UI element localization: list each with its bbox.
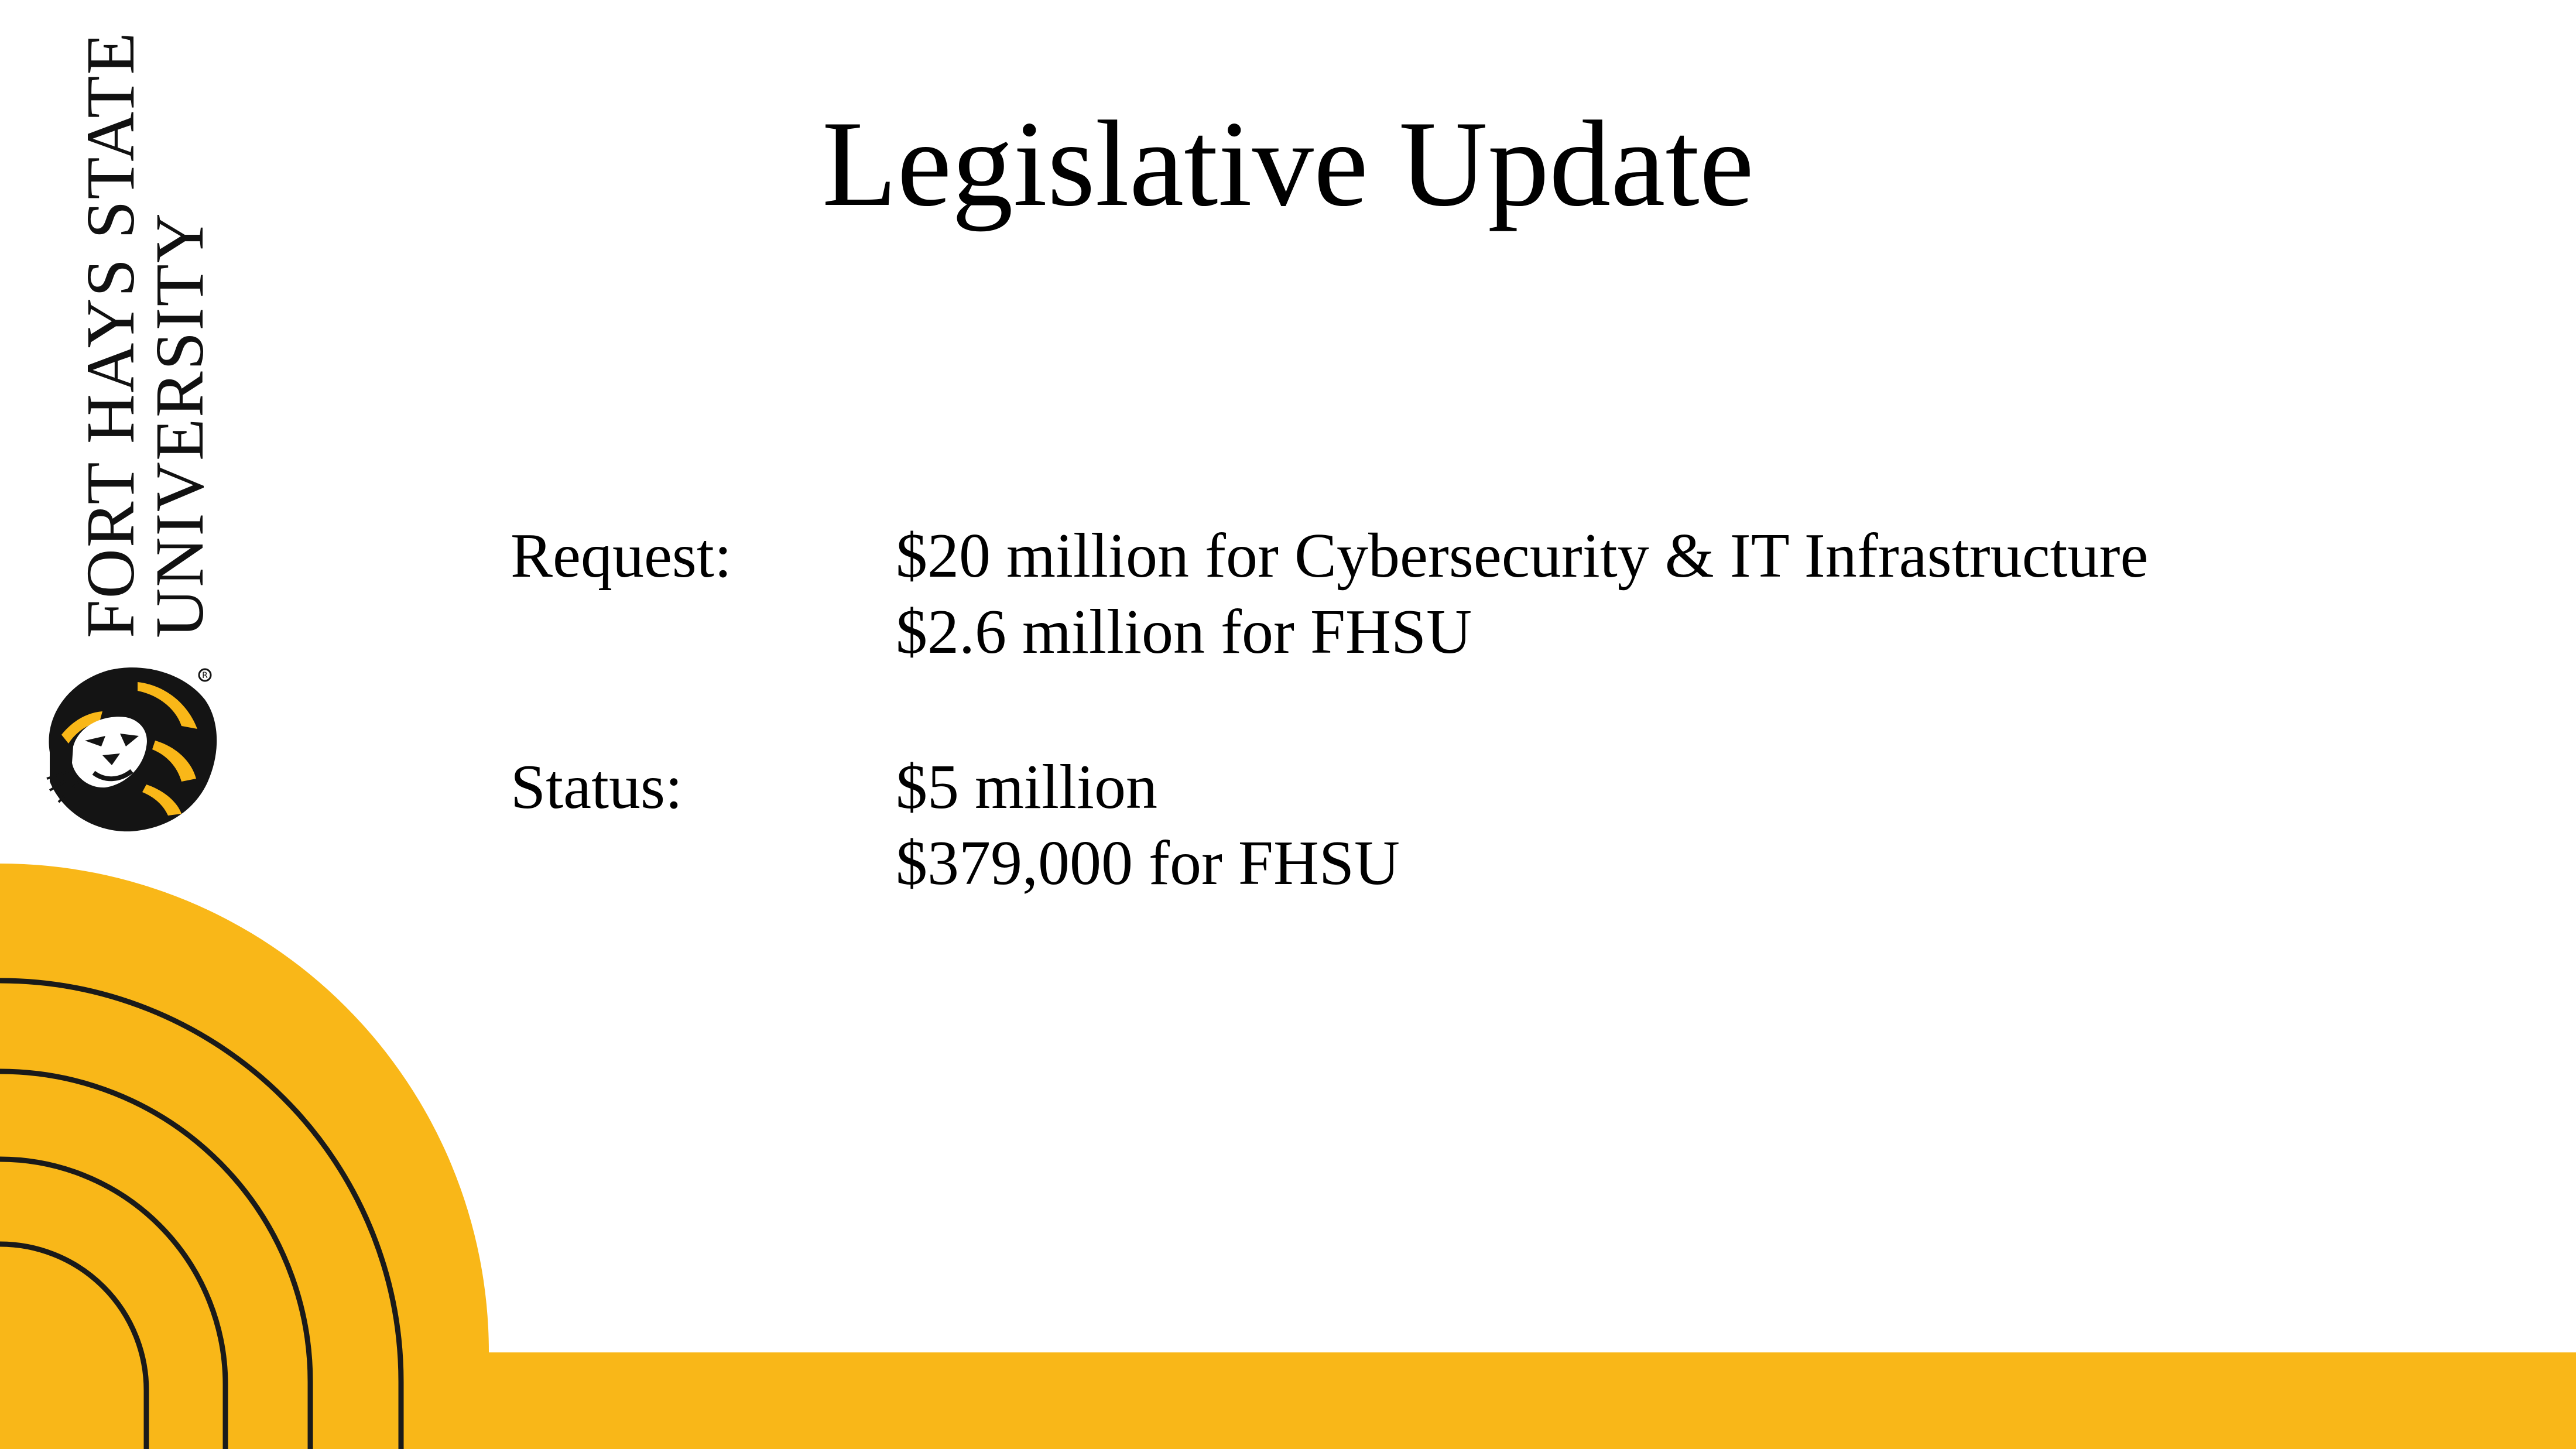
- status-label: Status:: [511, 752, 683, 822]
- request-value-1: $20 million for Cybersecurity & IT Infrastructure: [896, 521, 2149, 591]
- request-label: Request:: [511, 521, 732, 591]
- status-values: [896, 749, 1400, 901]
- request-value-2: $2.6 million for FHSU: [896, 597, 1472, 667]
- svg-text:R: R: [202, 671, 208, 680]
- wordmark-line-1: FORT HAYS STATE: [72, 31, 149, 638]
- status-value-1: $5 million: [896, 752, 1158, 822]
- status-value-2: $379,000 for FHSU: [896, 828, 1400, 898]
- wordmark-line-2: UNIVERSITY: [141, 212, 218, 638]
- slide-title: Legislative Update: [822, 96, 1754, 232]
- request-values: [896, 518, 2148, 670]
- tiger-head-logo-icon: [38, 659, 222, 834]
